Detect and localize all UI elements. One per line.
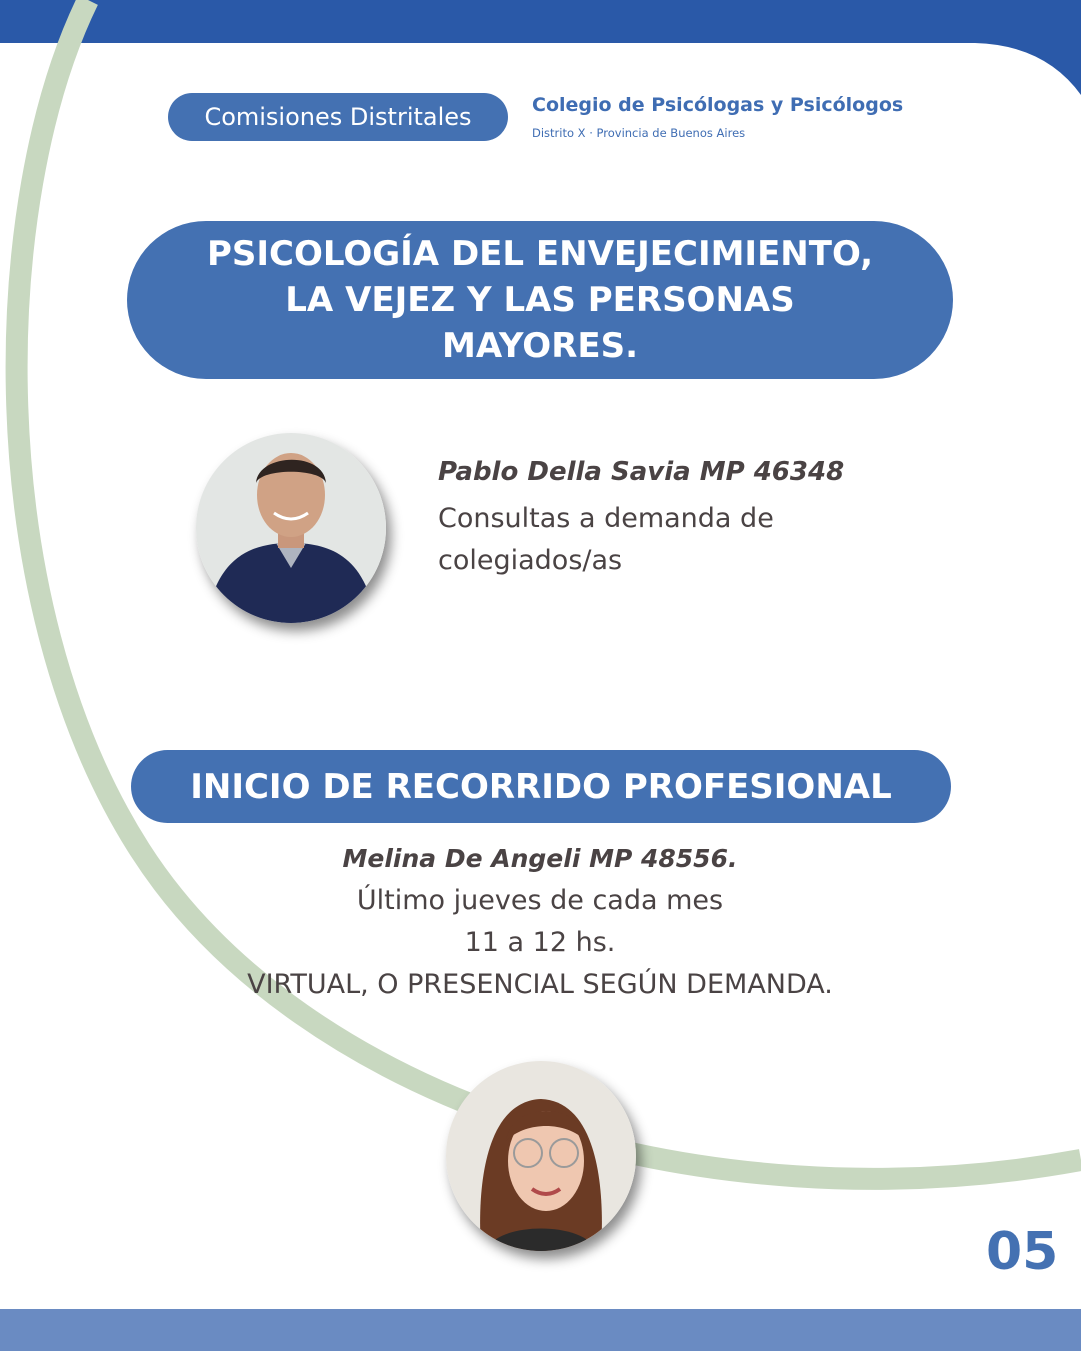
section2-title-box bbox=[131, 750, 951, 823]
schedule-mode: VIRTUAL, O PRESENCIAL SEGÚN DEMANDA. bbox=[247, 969, 833, 1000]
section1-title-box bbox=[127, 221, 953, 379]
schedule-day: Último jueves de cada mes bbox=[356, 885, 724, 916]
org-title: Colegio de Psicólogas y Psicólogos bbox=[532, 94, 904, 116]
section2-title: INICIO DE RECORRIDO PROFESIONAL bbox=[190, 766, 892, 807]
comisiones-tag-label: Comisiones Distritales bbox=[204, 103, 472, 131]
bottom-bar bbox=[0, 1309, 1081, 1351]
melina-info bbox=[100, 838, 980, 1006]
page-number: 05 bbox=[986, 1222, 1059, 1282]
comisiones-tag bbox=[168, 93, 508, 141]
pablo-description: Consultas a demanda de colegiados/as bbox=[438, 503, 774, 576]
pablo-name: Pablo Della Savia MP 46348 bbox=[438, 457, 845, 487]
top-band bbox=[0, 0, 1081, 95]
melina-name: Melina De Angeli MP 48556. bbox=[342, 844, 738, 873]
org-subtitle: Distrito X · Provincia de Buenos Aires bbox=[532, 126, 746, 140]
avatar-pablo bbox=[196, 433, 386, 623]
section1-title: PSICOLOGÍA DEL ENVEJECIMIENTO, LA VEJEZ Y LAS PERSONAS MAYORES. bbox=[206, 234, 874, 366]
schedule-time: 11 a 12 hs. bbox=[464, 927, 616, 958]
avatar-melina bbox=[446, 1061, 636, 1251]
